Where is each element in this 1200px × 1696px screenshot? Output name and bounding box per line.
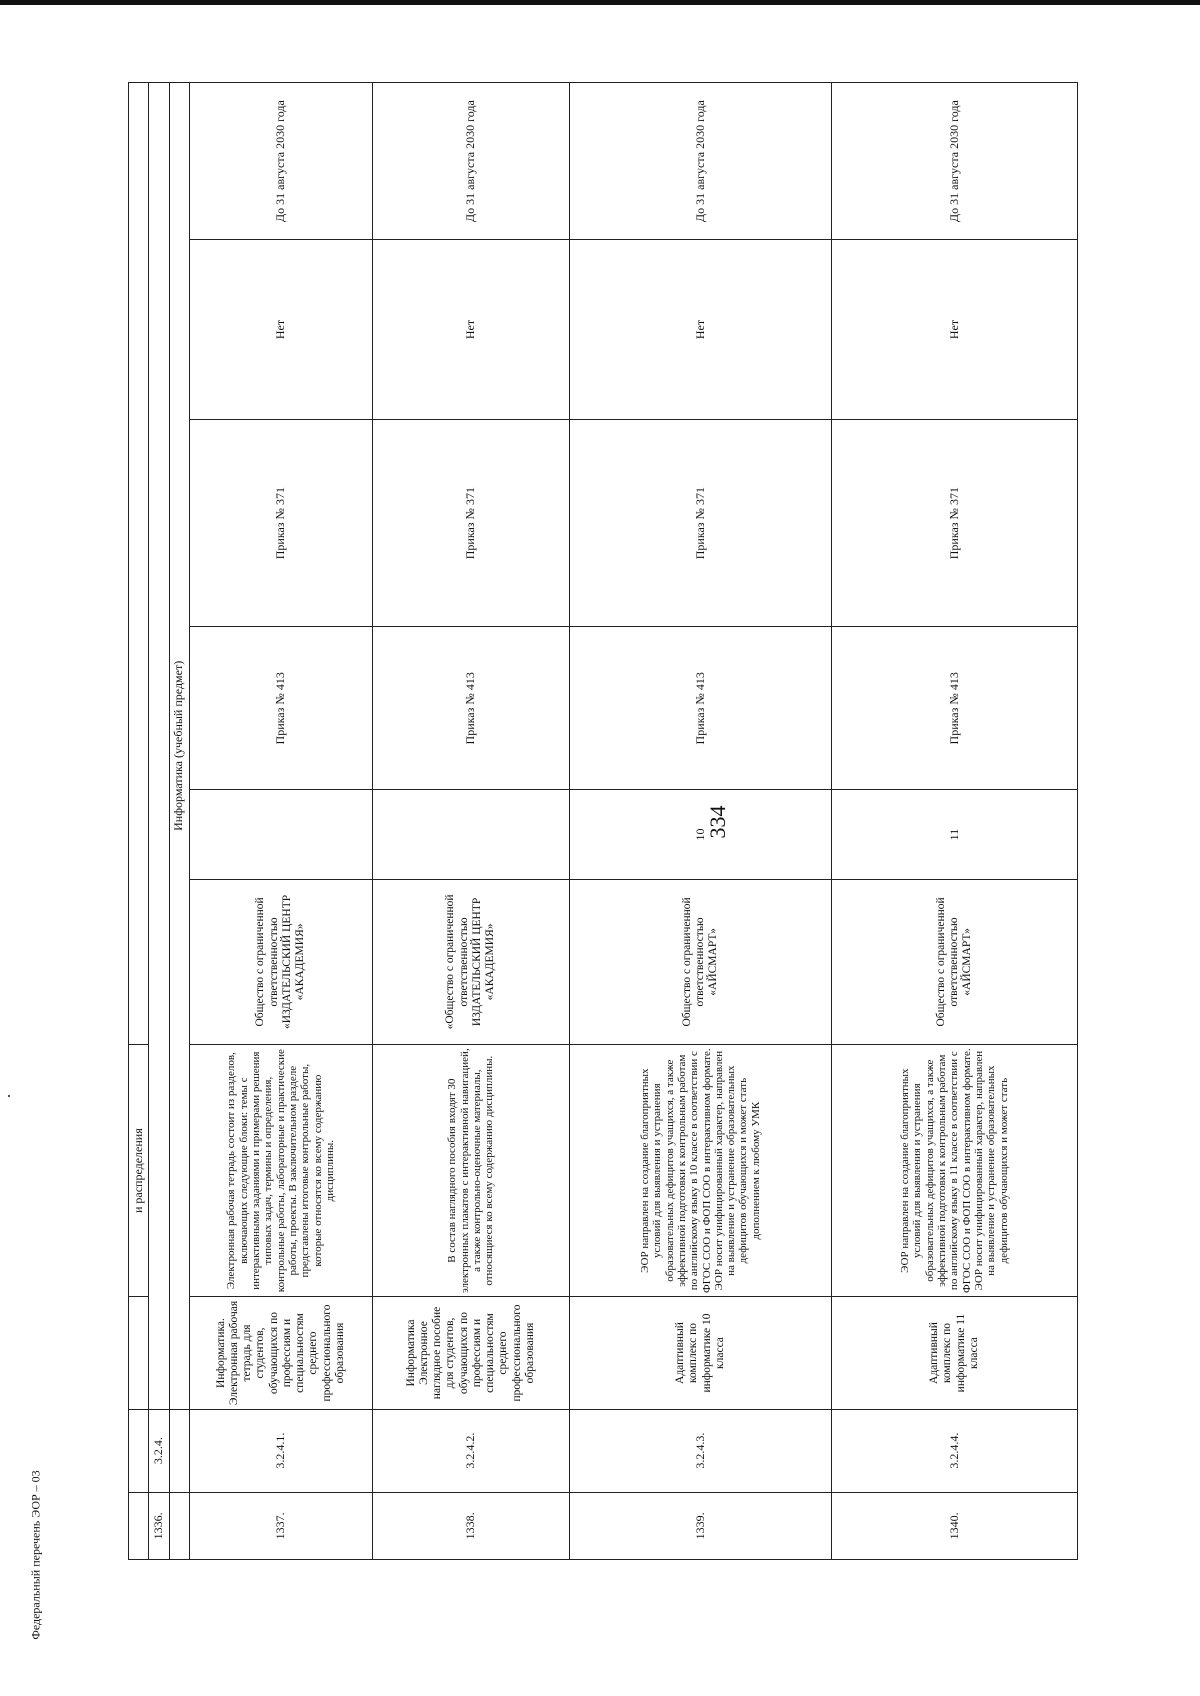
page-number: 334	[705, 805, 730, 839]
resource-name: Информатика. Электронная рабочая тетрадь для студентов, обучающихся по профессиям и специальностям среднего профессионального образования	[189, 1297, 372, 1409]
order-413: Приказ № 413	[372, 627, 569, 790]
row-number: 1337.	[189, 1492, 372, 1559]
header-distribution: и распределения	[129, 1044, 149, 1297]
flag-value: Нет	[372, 240, 569, 420]
scan-edge	[0, 0, 1200, 5]
resource-description: В состав наглядного пособия входят 30 электронных плакатов с интерактивной навигацией, а также контрольно-оценочные материалы, относящиеся ко всему содержанию дисциплины.	[372, 1044, 569, 1297]
row-code: 3.2.4.3.	[569, 1409, 831, 1492]
flag-value: Нет	[569, 240, 831, 420]
deadline: До 31 августа 2030 года	[569, 83, 831, 240]
table-container	[128, 82, 1078, 1560]
header-row-subject	[169, 83, 189, 1560]
class-level	[372, 790, 569, 880]
row-number: 1336.	[149, 1492, 169, 1559]
order-371: Приказ № 371	[569, 419, 831, 627]
deadline: До 31 августа 2030 года	[832, 83, 1078, 240]
class-level	[189, 790, 372, 880]
header-empty-cell	[129, 1409, 149, 1492]
organization: «Общество с ограниченной ответственностью ИЗДАТЕЛЬСКИЙ ЦЕНТР «АКАДЕМИЯ»	[372, 879, 569, 1044]
table-row	[569, 83, 831, 1560]
scan-speck	[8, 1095, 10, 1097]
resource-name: Адаптивный комплекс по информатике 11 класса	[832, 1297, 1078, 1409]
resource-name: Информатика Электронное наглядное пособие для студентов, обучающихся по профессиям и специальностям среднего профессионального образования	[372, 1297, 569, 1409]
header-row-section	[149, 83, 169, 1560]
order-413: Приказ № 413	[569, 627, 831, 790]
row-code: 3.2.4.1.	[189, 1409, 372, 1492]
deadline: До 31 августа 2030 года	[189, 83, 372, 240]
row-code: 3.2.4.2.	[372, 1409, 569, 1492]
organization: Общество с ограниченной ответственностью «ИЗДАТЕЛЬСКИЙ ЦЕНТР «АКАДЕМИЯ»	[189, 879, 372, 1044]
order-413: Приказ № 413	[832, 627, 1078, 790]
order-371: Приказ № 371	[832, 419, 1078, 627]
table-row	[372, 83, 569, 1560]
subject-title: Информатика (учебный предмет)	[169, 83, 189, 1410]
table-row	[832, 83, 1078, 1560]
empty-cell	[169, 1492, 189, 1559]
class-level: 10	[569, 790, 831, 880]
organization: Общество с ограниченной ответственностью «АЙСМАРТ»	[832, 879, 1078, 1044]
header-row-distribution	[129, 83, 149, 1560]
resource-description: ЭОР направлен на создание благоприятных условий для выявления и устранения образовательных дефицитов учащихся, а также эффективной подготовки к контрольным работам по английскому языку в 10 классе в соответствии с ФГОС СОО и ФОП СОО в интерактивном формате. ЭОР носит унифицированный характер, направлен на выявление и устранение образовательных дефицитов обучающихся и может стать дополнением к любому УМК	[569, 1044, 831, 1297]
eor-table	[128, 82, 1078, 1560]
row-number: 1339.	[569, 1492, 831, 1559]
resource-name: Адаптивный комплекс по информатике 10 класса	[569, 1297, 831, 1409]
flag-value: Нет	[189, 240, 372, 420]
resource-description: Электронная рабочая тетрадь состоит из разделов, включающих следующие блоки: темы с интерактивными заданиями и примерами решения типовых задач, термины и определения, контрольные работы, лабораторные и практические работы, проекты. В заключительном разделе представлены итоговые контрольные работы, которые относятся ко всему содержанию дисциплины.	[189, 1044, 372, 1297]
header-empty-cell	[129, 1297, 149, 1409]
order-371: Приказ № 371	[189, 419, 372, 627]
row-code: 3.2.4.4.	[832, 1409, 1078, 1492]
flag-value: Нет	[832, 240, 1078, 420]
header-empty-cell	[129, 83, 149, 1045]
class-level: 11	[832, 790, 1078, 880]
resource-description: ЭОР направлен на создание благоприятных условий для выявления и устранения образовательных дефицитов учащихся, а также эффективной подготовки к контрольным работам по английскому языку в 11 классе в соответствии с ФГОС СОО и ФОП СОО в интерактивном формате. ЭОР носит унифицированный характер, направлен на выявление и устранение образовательных дефицитов обучающихся и может стать	[832, 1044, 1078, 1297]
section-code: 3.2.4.	[149, 1409, 169, 1492]
deadline: До 31 августа 2030 года	[372, 83, 569, 240]
row-number: 1340.	[832, 1492, 1078, 1559]
table-row	[189, 83, 372, 1560]
empty-cell	[169, 1409, 189, 1492]
footer-note: Федеральный перечень ЭОР – 03	[28, 1470, 43, 1640]
header-empty-cell	[129, 1492, 149, 1559]
empty-cell	[149, 83, 169, 1410]
organization: Общество с ограниченной ответственностью «АЙСМАРТ»	[569, 879, 831, 1044]
order-413: Приказ № 413	[189, 627, 372, 790]
order-371: Приказ № 371	[372, 419, 569, 627]
row-number: 1338.	[372, 1492, 569, 1559]
